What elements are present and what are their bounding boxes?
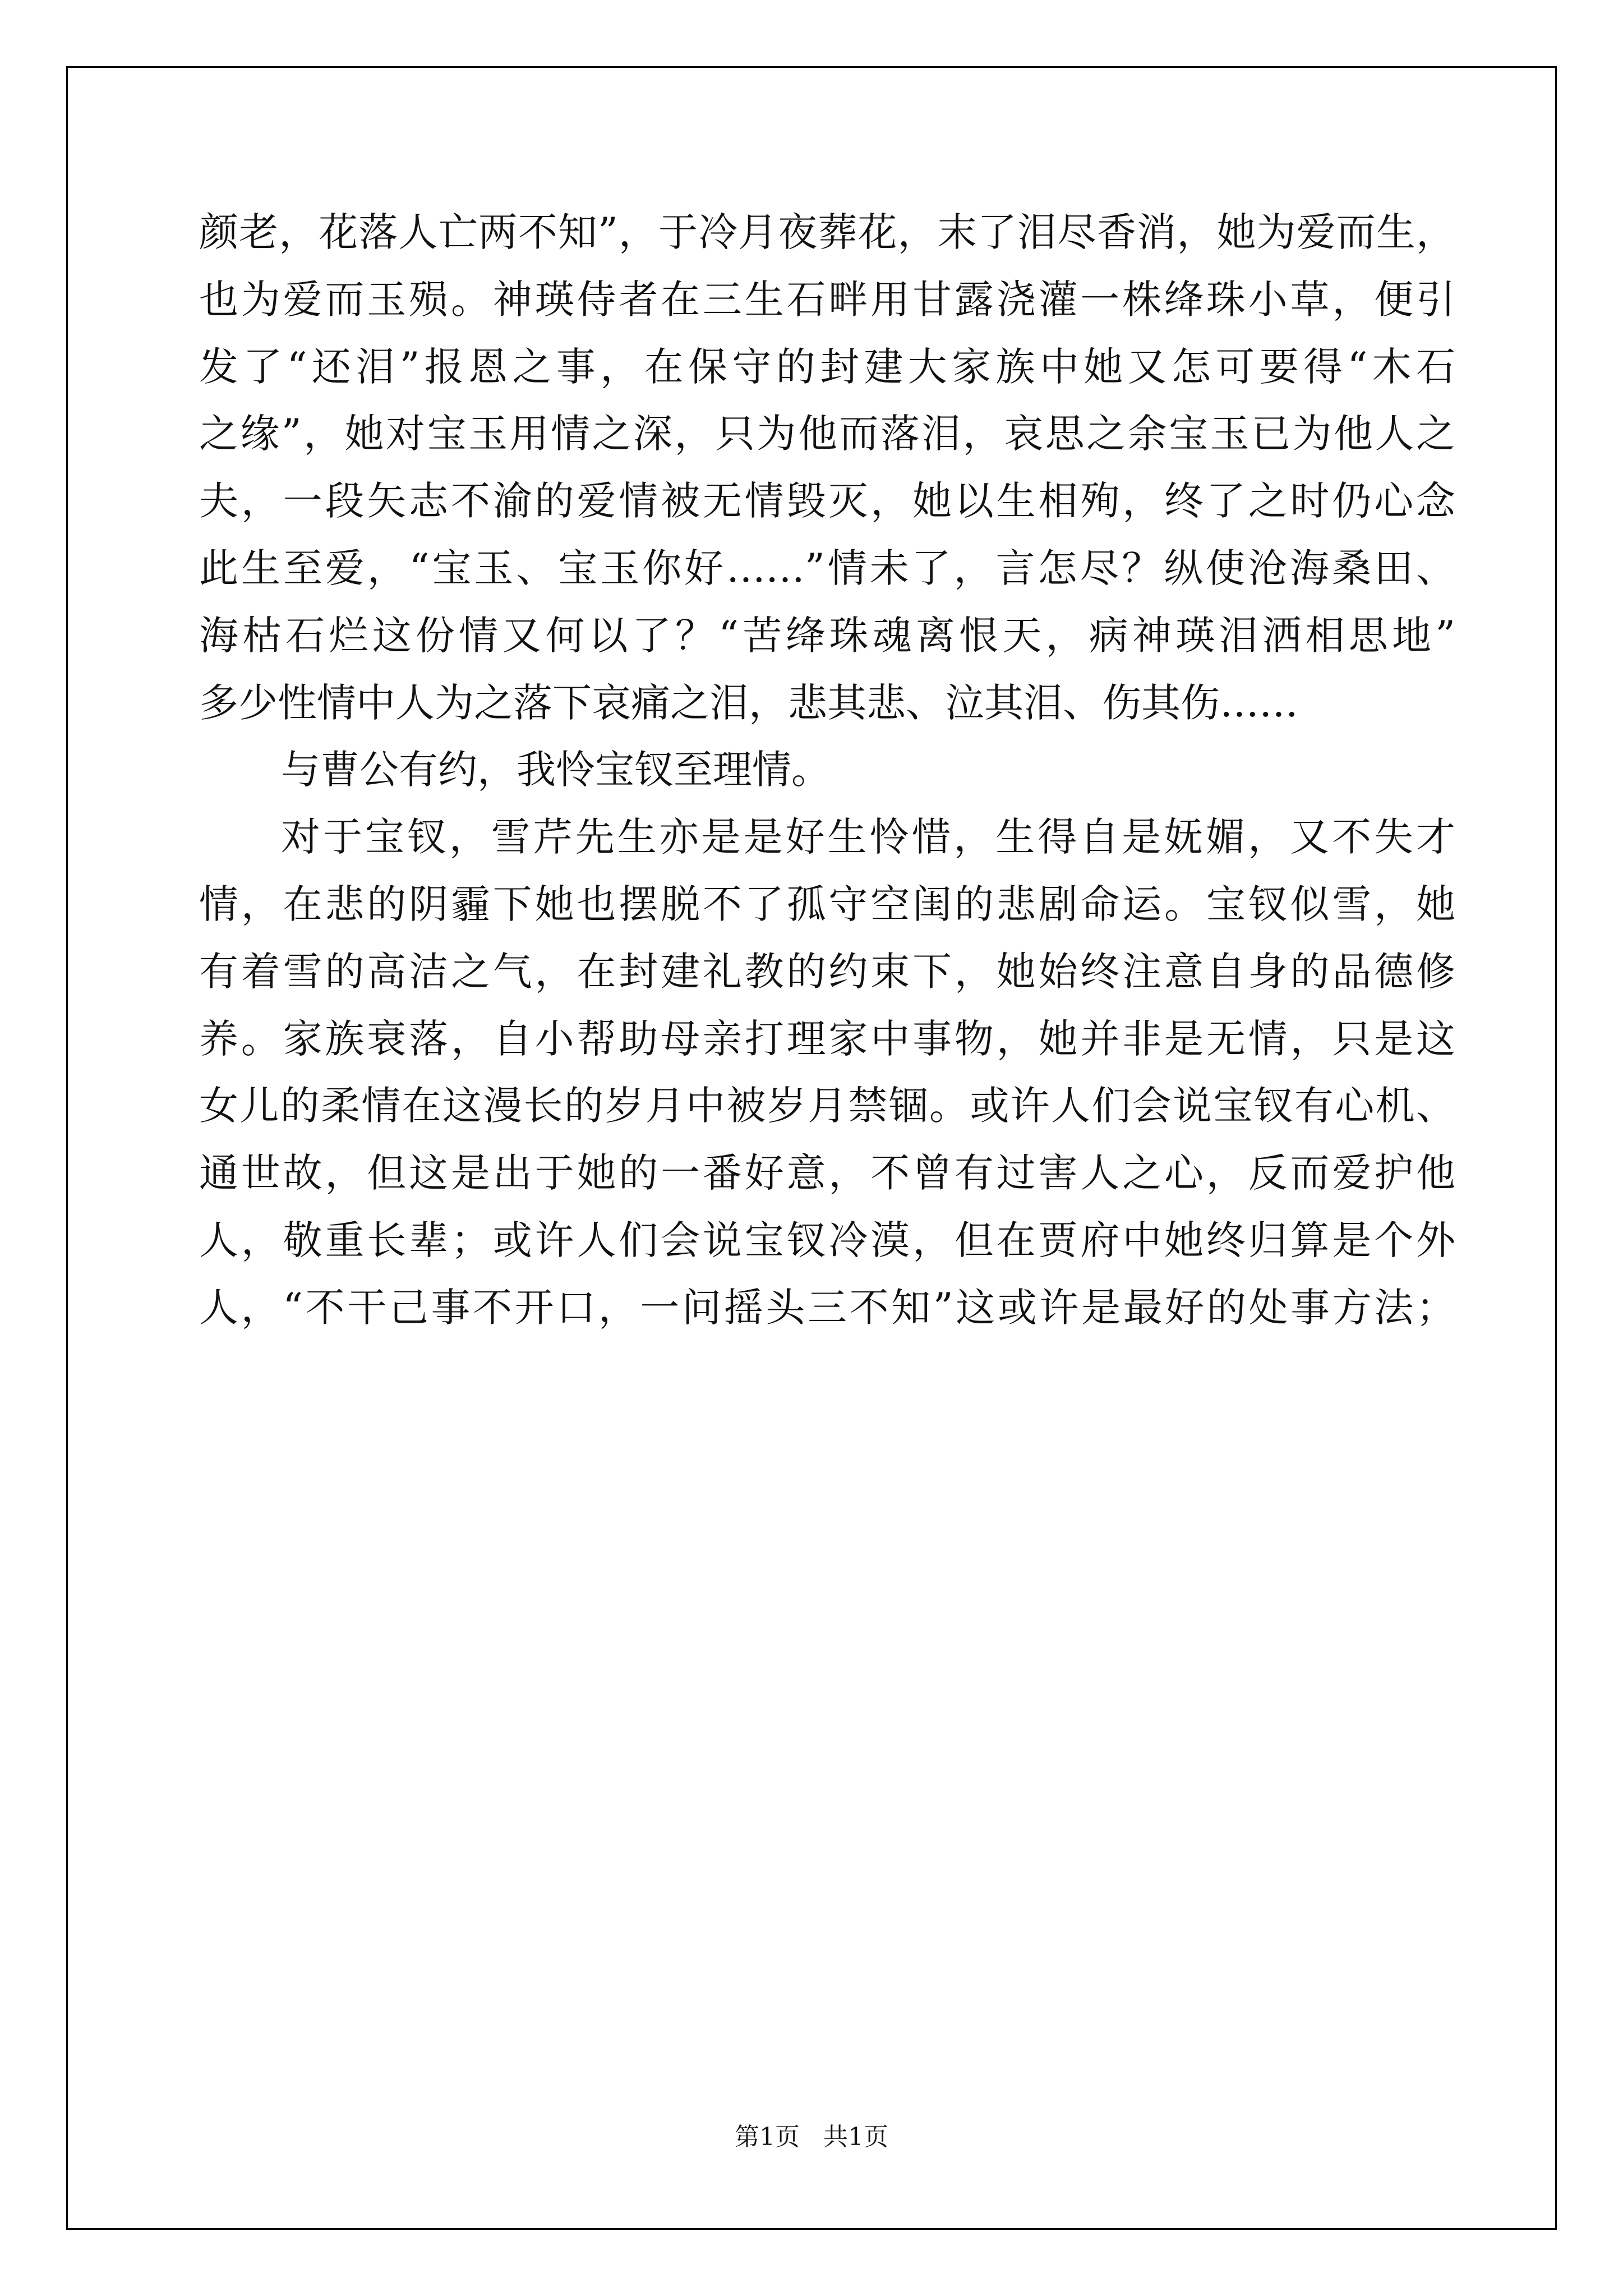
- text-line: 人，“不干己事不开口，一问摇头三不知”这或许是最好的处事方法；: [199, 1284, 1455, 1331]
- text-line: 养。家族衰落，自小帮助母亲打理家中事物，她并非是无情，只是这: [199, 1015, 1455, 1062]
- text-line: 通世故，但这是出于她的一番好意，不曾有过害人之心，反而爱护他: [199, 1150, 1455, 1197]
- text-line: 此生至爱，“宝玉、宝玉你好……”情未了，言怎尽？纵使沧海桑田、: [199, 545, 1455, 591]
- text-line: 颜老，花落人亡两不知”，于冷月夜葬花，末了泪尽香消，她为爱而生，: [199, 209, 1455, 255]
- text-line: 人，敬重长辈；或许人们会说宝钗冷漠，但在贾府中她终归算是个外: [199, 1217, 1455, 1263]
- document-body: [199, 199, 1455, 1342]
- page-number-footer: 第1页 共1页: [735, 2123, 888, 2151]
- paragraph-first-line: 与曹公有约，我怜宝钗至理情。: [281, 747, 831, 793]
- text-line: 多少性情中人为之落下哀痛之泪，悲其悲、泣其泪、伤其伤……: [199, 679, 1298, 726]
- text-line: 也为爱而玉殒。神瑛侍者在三生石畔用甘露浇灌一株绛珠小草，便引: [199, 276, 1455, 323]
- text-line: 夫，一段矢志不渝的爱情被无情毁灭，她以生相殉，终了之时仍心念: [199, 478, 1455, 524]
- text-line: 女儿的柔情在这漫长的岁月中被岁月禁锢。或许人们会说宝钗有心机、: [199, 1083, 1455, 1129]
- text-line: 发了“还泪”报恩之事，在保守的封建大家族中她又怎可要得“木石: [199, 343, 1455, 390]
- text-line: 海枯石烂这份情又何以了？“苦绛珠魂离恨天，病神瑛泪洒相思地”: [199, 612, 1455, 659]
- text-line: 之缘”，她对宝玉用情之深，只为他而落泪，哀思之余宝玉已为他人之: [199, 411, 1455, 457]
- paragraph-first-line: 对于宝钗，雪芹先生亦是是好生怜惜，生得自是妩媚，又不失才: [281, 814, 1455, 861]
- text-line: 情，在悲的阴霾下她也摆脱不了孤守空闺的悲剧命运。宝钗似雪，她: [199, 881, 1455, 927]
- text-line: 有着雪的高洁之气，在封建礼教的约束下，她始终注意自身的品德修: [199, 948, 1455, 995]
